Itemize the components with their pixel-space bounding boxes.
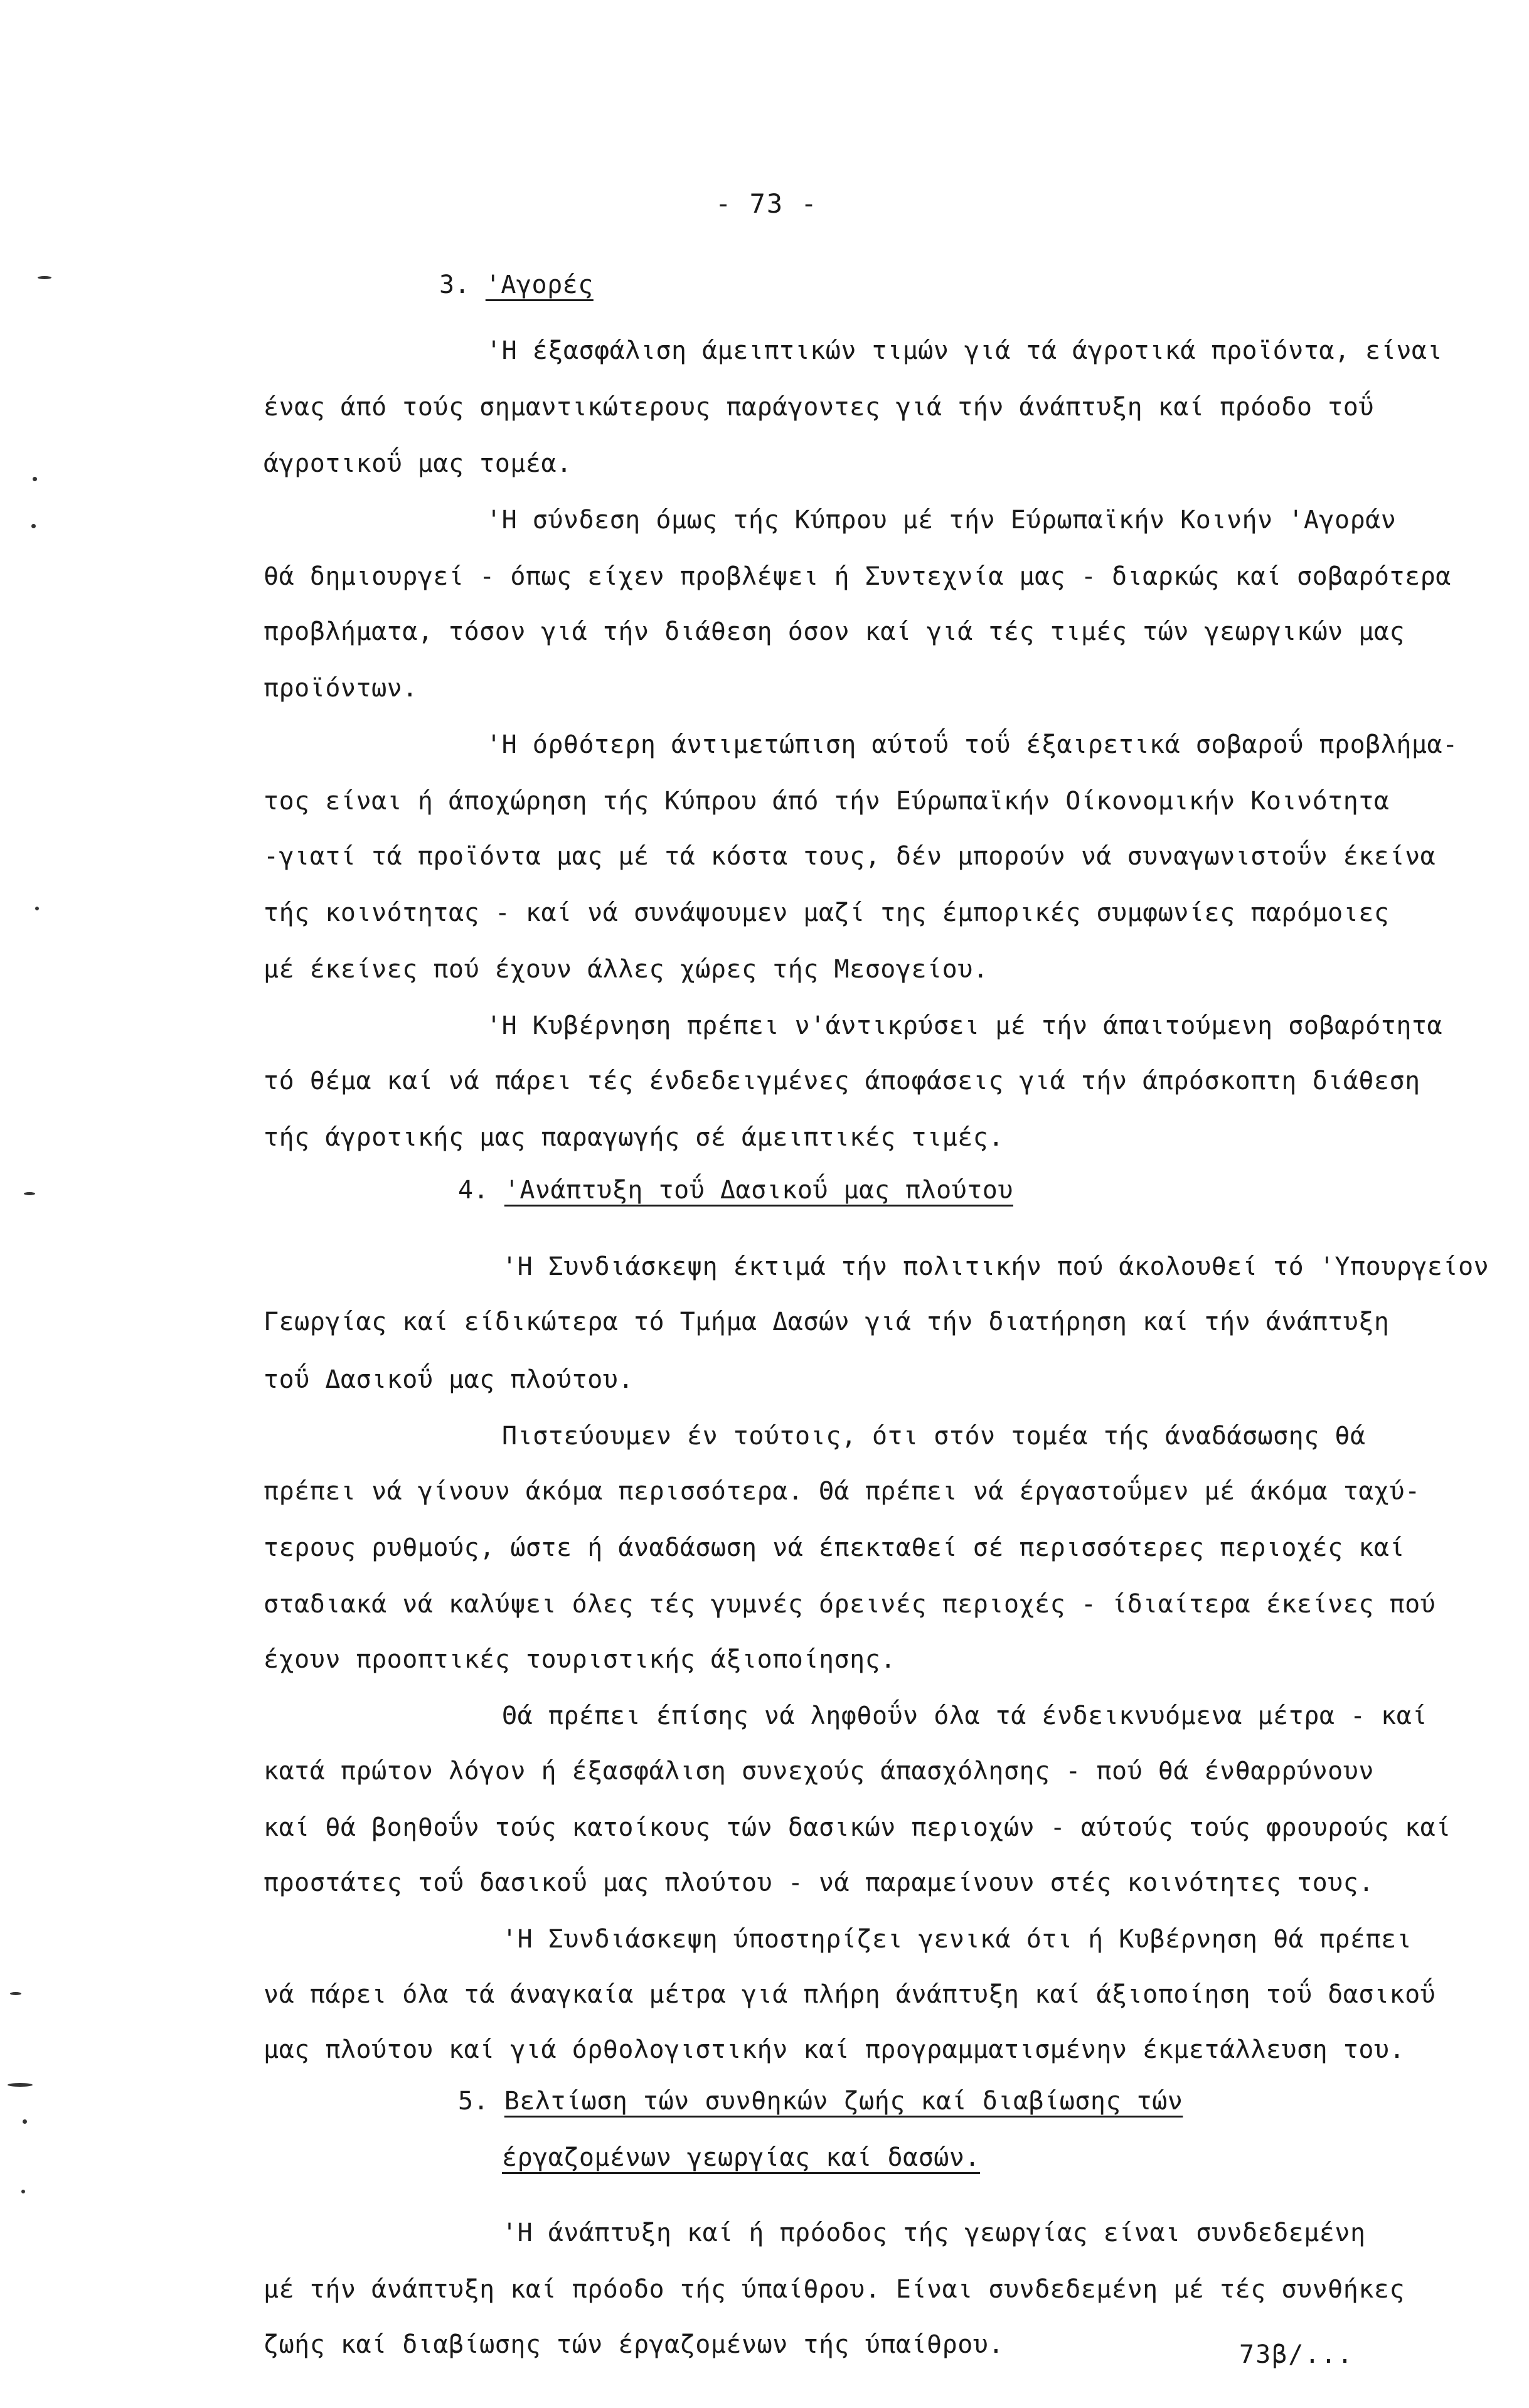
paragraph-line: έχουν προοπτικές τουριστικής άξιοποίησης. (264, 1645, 896, 1674)
section-5-title-line2: έργαζομένων γεωργίας καί δασών. (502, 2143, 981, 2172)
paragraph-line: 'Η σύνδεση όμως τής Κύπρου μέ τήν Εύρωπαϊκήν Κοινήν 'Αγοράν (486, 506, 1397, 535)
section-3-heading (439, 270, 594, 300)
paragraph-line: τής κοινότητας - καί νά συνάψουμεν μαζί της έμπορικές συμφωνίες παρόμοιες (264, 898, 1390, 927)
page-number: - 73 - (715, 188, 818, 219)
section-4-number: 4. (458, 1176, 489, 1205)
paragraph-line: Γεωργίας καί είδικώτερα τό Τμήμα Δασών γιά τήν διατήρηση καί τήν άνάπτυξη (264, 1308, 1390, 1336)
paragraph-line: νά πάρει όλα τά άναγκαία μέτρα γιά πλήρη άνάπτυξη καί άξιοποίηση τοΰ δασικοΰ (264, 1980, 1436, 2009)
paragraph-line: τοΰ Δασικοΰ μας πλούτου. (264, 1365, 634, 1394)
scan-speck (21, 2190, 25, 2193)
section-4-heading (458, 1175, 1013, 1205)
section-5-number: 5. (458, 2087, 489, 2116)
paragraph-line: μέ έκείνες πού έχουν άλλες χώρες τής Μεσογείου. (264, 955, 989, 984)
paragraph-line: τής άγροτικής μας παραγωγής σέ άμειπτικές τιμές. (264, 1123, 1004, 1152)
continuation-marker: 73β/... (1239, 2340, 1354, 2369)
scan-speck (8, 2083, 33, 2087)
scan-speck (10, 1992, 21, 1995)
section-5-heading-cont (502, 2143, 980, 2173)
section-3-title: 'Αγορές (485, 270, 594, 299)
paragraph-line: μέ τήν άνάπτυξη καί πρόοδο τής ύπαίθρου. Είναι συνδεδεμένη μέ τές συνθήκες (264, 2275, 1405, 2304)
paragraph-line: τος είναι ή άποχώρηση τής Κύπρου άπό τήν Εύρωπαϊκήν Οίκονομικήν Κοινότητα (264, 787, 1390, 816)
paragraph-line: -γιατί τά προϊόντα μας μέ τά κόστα τους, δέν μπορούν νά συναγωνιστοΰν έκείνα (264, 842, 1436, 871)
paragraph-line: τό θέμα καί νά πάρει τές ένδεδειγμένες άποφάσεις γιά τήν άπρόσκοπτη διάθεση (264, 1067, 1420, 1095)
paragraph-line: μας πλούτου καί γιά όρθολογιστικήν καί προγραμματισμένην έκμετάλλευση του. (264, 2035, 1405, 2064)
paragraph-line: πρέπει νά γίνουν άκόμα περισσότερα. Θά πρέπει νά έργαστοΰμεν μέ άκόμα ταχύ- (264, 1477, 1420, 1506)
scan-speck (31, 524, 36, 528)
paragraph-line: κατά πρώτον λόγον ή έξασφάλιση συνεχούς άπασχόλησης - πού θά ένθαρρύνουν (264, 1757, 1374, 1786)
paragraph-line: προϊόντων. (264, 674, 418, 703)
paragraph-line: Θά πρέπει έπίσης νά ληφθοΰν όλα τά ένδεικνυόμενα μέτρα - καί (502, 1702, 1427, 1730)
paragraph-line: Πιστεύουμεν έν τούτοις, ότι στόν τομέα τής άναδάσωσης θά (502, 1422, 1366, 1451)
paragraph-line: προστάτες τοΰ δασικοΰ μας πλούτου - νά παραμείνουν στές κοινότητες τους. (264, 1868, 1374, 1897)
section-3-number: 3. (439, 270, 471, 299)
paragraph-line: προβλήματα, τόσον γιά τήν διάθεση όσον καί γιά τές τιμές τών γεωργικών μας (264, 617, 1405, 646)
section-5-heading (458, 2086, 1183, 2116)
paragraph-line: 'Η Συνδιάσκεψη έκτιμά τήν πολιτικήν πού άκολουθεί τό 'Υπουργείον (502, 1252, 1489, 1281)
paragraph-line: 'Η Συνδιάσκεψη ύποστηρίζει γενικά ότι ή Κυβέρνηση θά πρέπει (502, 1925, 1412, 1954)
paragraph-line: 'Η όρθότερη άντιμετώπιση αύτοΰ τοΰ έξαιρετικά σοβαροΰ προβλήμα- (486, 730, 1458, 759)
paragraph-line: καί θά βοηθοΰν τούς κατοίκους τών δασικών περιοχών - αύτούς τούς φρουρούς καί (264, 1813, 1451, 1842)
scan-speck (23, 2119, 27, 2124)
section-5-title-line1: Βελτίωση τών συνθηκών ζωής καί διαβίωσης τών (504, 2087, 1183, 2116)
paragraph-line: 'Η Κυβέρνηση πρέπει ν'άντικρύσει μέ τήν άπαιτούμενη σοβαρότητα (486, 1011, 1443, 1040)
scan-speck (35, 907, 39, 910)
scan-speck (38, 276, 51, 279)
paragraph-line: 'Η έξασφάλιση άμειπτικών τιμών γιά τά άγροτικά προϊόντα, είναι (486, 336, 1443, 365)
paragraph-line: ένας άπό τούς σημαντικώτερους παράγοντες γιά τήν άνάπτυξη καί πρόοδο τοΰ (264, 393, 1374, 422)
paragraph-line: σταδιακά νά καλύψει όλες τές γυμνές όρεινές περιοχές - ίδιαίτερα έκείνες πού (264, 1590, 1436, 1619)
scan-speck (24, 1192, 35, 1195)
paragraph-line: τερους ρυθμούς, ώστε ή άναδάσωση νά έπεκταθεί σέ περισσότερες περιοχές καί (264, 1533, 1405, 1562)
paragraph-line: άγροτικοΰ μας τομέα. (264, 449, 572, 478)
scan-speck (33, 477, 37, 481)
section-4-title: 'Ανάπτυξη τοΰ Δασικοΰ μας πλούτου (504, 1176, 1013, 1205)
paragraph-line: 'Η άνάπτυξη καί ή πρόοδος τής γεωργίας είναι συνδεδεμένη (502, 2219, 1366, 2247)
paragraph-line: θά δημιουργεί - όπως είχεν προβλέψει ή Συντεχνία μας - διαρκώς καί σοβαρότερα (264, 562, 1451, 591)
paragraph-line: ζωής καί διαβίωσης τών έργαζομένων τής ύπαίθρου. (264, 2330, 1004, 2359)
